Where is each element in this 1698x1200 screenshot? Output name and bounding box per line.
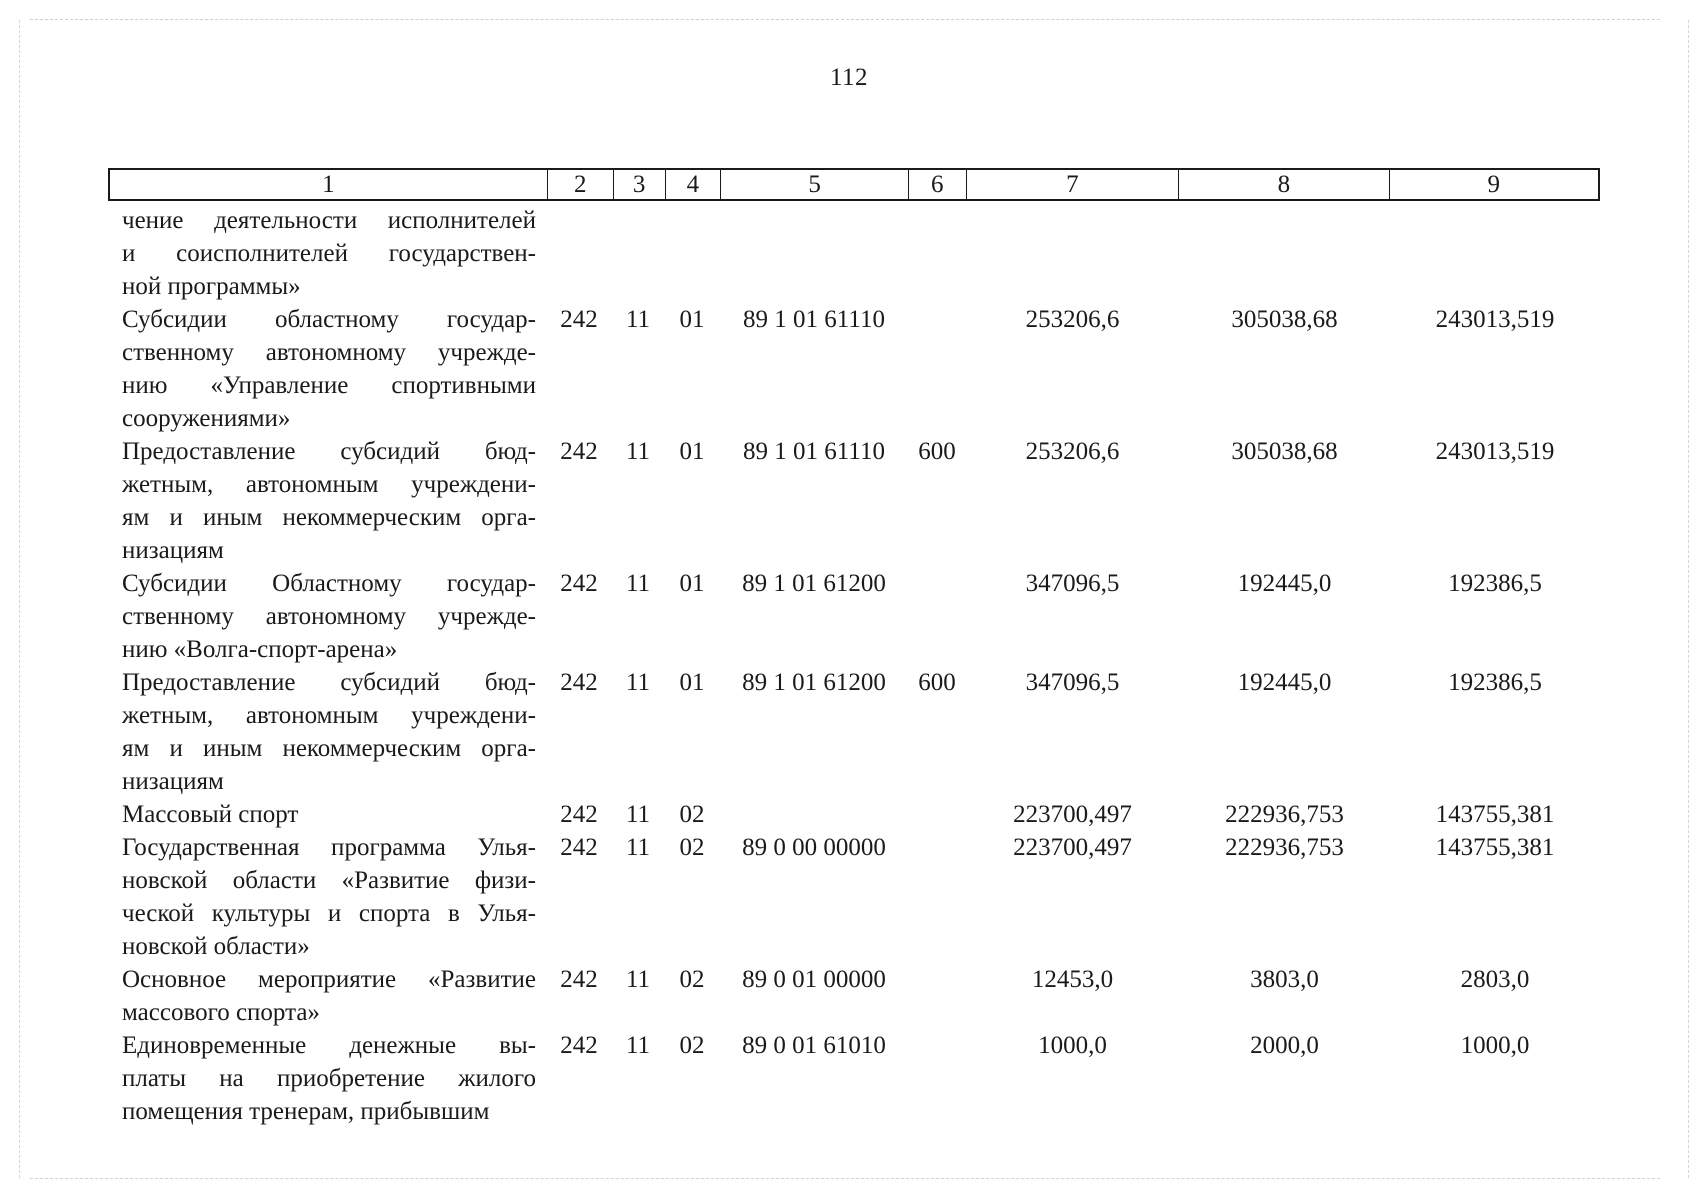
description-line: Государственная программа Улья- (122, 834, 536, 861)
scan-edge-left (19, 20, 20, 1178)
description-line: Единовременные денежные вы- (122, 1032, 536, 1059)
row-admin-code: 242 (560, 1032, 598, 1059)
row-section-code: 11 (625, 306, 651, 333)
row-expense-type (908, 963, 966, 1029)
description-line: платы на приобретение жилого (122, 1065, 536, 1092)
description-line: ной программы» (122, 273, 301, 300)
description-line: ственному автономному учрежде- (122, 339, 536, 366)
table-row (108, 303, 1600, 435)
header-col-5: 5 (720, 170, 908, 199)
scan-edge-top (30, 19, 1660, 20)
row-description (108, 831, 546, 963)
row-description (108, 303, 546, 435)
row-amount-year-2: 192445,0 (1237, 570, 1332, 597)
description-line: помещения тренерам, прибывшим (122, 1098, 490, 1125)
description-line: жетным, автономным учреждени- (122, 702, 536, 729)
row-amount-year-2: 192445,0 (1237, 669, 1332, 696)
table-header-row (108, 168, 1600, 201)
row-admin-code: 242 (560, 438, 598, 465)
row-section-code: 11 (625, 570, 651, 597)
header-col-7: 7 (966, 170, 1178, 199)
table-row (108, 204, 1600, 303)
row-subsection-code: 01 (679, 570, 705, 597)
description-line: ческой культуры и спорта в Улья- (122, 900, 536, 927)
row-amount-year-2: 305038,68 (1231, 438, 1338, 465)
header-col-9: 9 (1389, 170, 1598, 199)
scan-edge-bottom (30, 1178, 1660, 1179)
row-target-article: 89 0 01 00000 (742, 966, 886, 993)
row-amount-year-1: 12453,0 (1031, 966, 1114, 993)
row-description (108, 798, 546, 831)
row-section-code: 11 (625, 834, 651, 861)
header-col-8: 8 (1178, 170, 1388, 199)
table-row (108, 798, 1600, 831)
row-section-code: 11 (625, 966, 651, 993)
description-line: Предоставление субсидий бюд- (122, 669, 536, 696)
row-admin-code: 242 (560, 801, 598, 828)
row-target-article: 89 0 01 61010 (742, 1032, 886, 1059)
header-col-4: 4 (665, 170, 721, 199)
description-line: новской области» (122, 933, 310, 960)
row-target-article: 89 0 00 00000 (742, 834, 886, 861)
header-col-1: 1 (322, 170, 335, 198)
row-admin-code: 242 (560, 966, 598, 993)
row-amount-year-1: 253206,6 (1025, 438, 1120, 465)
row-target-article: 89 1 01 61200 (742, 570, 886, 597)
header-col-3: 3 (613, 170, 665, 199)
table-row (108, 963, 1600, 1029)
row-amount-year-2 (1179, 204, 1390, 303)
description-line: ственному автономному учрежде- (122, 603, 536, 630)
row-amount-year-3 (1390, 204, 1600, 303)
row-expense-type (908, 1029, 966, 1128)
row-admin-code: 242 (560, 834, 598, 861)
header-col-6: 6 (908, 170, 966, 199)
row-amount-year-3: 143755,381 (1435, 801, 1555, 828)
description-line: массового спорта» (122, 999, 320, 1026)
row-description (108, 963, 546, 1029)
description-line: нию «Волга-спорт-арена» (122, 636, 398, 663)
row-amount-year-1: 347096,5 (1025, 669, 1120, 696)
table-row (108, 831, 1600, 963)
description-line: Массовый спорт (122, 801, 299, 828)
description-line: низациям (122, 768, 224, 795)
description-line: новской области «Развитие физи- (122, 867, 536, 894)
row-target-article (720, 204, 908, 303)
row-amount-year-3: 243013,519 (1435, 438, 1555, 465)
description-line: чение деятельности исполнителей (122, 207, 536, 234)
row-description (108, 666, 546, 798)
row-amount-year-2: 2000,0 (1250, 1032, 1319, 1059)
row-section-code: 11 (625, 438, 651, 465)
table-body (108, 204, 1600, 1128)
row-target-article: 89 1 01 61200 (742, 669, 886, 696)
row-section-code: 11 (625, 669, 651, 696)
row-section-code: 11 (625, 801, 651, 828)
row-subsection-code: 01 (679, 306, 705, 333)
row-subsection-code: 02 (679, 801, 705, 828)
row-amount-year-1 (966, 204, 1179, 303)
row-subsection-code: 02 (679, 966, 705, 993)
row-amount-year-3: 143755,381 (1435, 834, 1555, 861)
row-amount-year-1: 1000,0 (1038, 1032, 1107, 1059)
row-target-article: 89 1 01 61110 (743, 438, 885, 465)
row-amount-year-3: 2803,0 (1460, 966, 1530, 993)
description-line: ям и иным некоммерческим орга- (122, 504, 536, 531)
row-amount-year-2: 3803,0 (1250, 966, 1319, 993)
row-expense-type (908, 303, 966, 435)
row-section-code (612, 204, 664, 303)
row-description (108, 204, 546, 303)
table-row (108, 567, 1600, 666)
description-line: ям и иным некоммерческим орга- (122, 735, 536, 762)
description-line: Субсидии Областному государ- (122, 570, 536, 597)
row-section-code: 11 (625, 1032, 651, 1059)
row-admin-code (546, 204, 612, 303)
row-expense-type (908, 798, 966, 831)
budget-table (108, 168, 1600, 1128)
row-amount-year-1: 347096,5 (1025, 570, 1120, 597)
row-description (108, 567, 546, 666)
table-row (108, 1029, 1600, 1128)
table-row (108, 435, 1600, 567)
description-line: Основное мероприятие «Развитие (122, 966, 536, 993)
row-expense-type (908, 831, 966, 963)
row-description (108, 1029, 546, 1128)
row-amount-year-3: 192386,5 (1448, 669, 1542, 696)
description-line: Предоставление субсидий бюд- (122, 438, 536, 465)
row-amount-year-3: 192386,5 (1448, 570, 1542, 597)
description-line: жетным, автономным учреждени- (122, 471, 536, 498)
row-target-article (720, 798, 908, 831)
row-subsection-code: 02 (679, 834, 705, 861)
row-subsection-code: 01 (679, 669, 705, 696)
row-subsection-code: 02 (679, 1032, 705, 1059)
row-expense-type (908, 204, 966, 303)
table-row (108, 666, 1600, 798)
description-line: низациям (122, 537, 224, 564)
header-col-2: 2 (547, 170, 613, 199)
row-amount-year-1: 253206,6 (1025, 306, 1120, 333)
page-number: 112 (829, 64, 869, 91)
row-expense-type: 600 (918, 669, 956, 696)
row-amount-year-3: 243013,519 (1435, 306, 1555, 333)
row-amount-year-1: 223700,497 (1013, 834, 1132, 861)
scan-edge-right (1688, 20, 1689, 1178)
row-amount-year-2: 222936,753 (1225, 801, 1344, 828)
row-admin-code: 242 (560, 669, 598, 696)
row-amount-year-2: 222936,753 (1225, 834, 1344, 861)
description-line: Субсидии областному государ- (122, 306, 536, 333)
row-amount-year-1: 223700,497 (1013, 801, 1132, 828)
row-expense-type (908, 567, 966, 666)
row-description (108, 435, 546, 567)
row-target-article: 89 1 01 61110 (743, 306, 885, 333)
row-subsection-code: 01 (679, 438, 705, 465)
row-expense-type: 600 (918, 438, 956, 465)
row-amount-year-3: 1000,0 (1460, 1032, 1530, 1059)
row-subsection-code (664, 204, 720, 303)
description-line: и соисполнителей государствен- (122, 240, 536, 267)
description-line: нию «Управление спортивными (122, 372, 536, 399)
row-admin-code: 242 (560, 570, 598, 597)
row-amount-year-2: 305038,68 (1231, 306, 1338, 333)
row-admin-code: 242 (560, 306, 598, 333)
description-line: сооружениями» (122, 405, 291, 432)
